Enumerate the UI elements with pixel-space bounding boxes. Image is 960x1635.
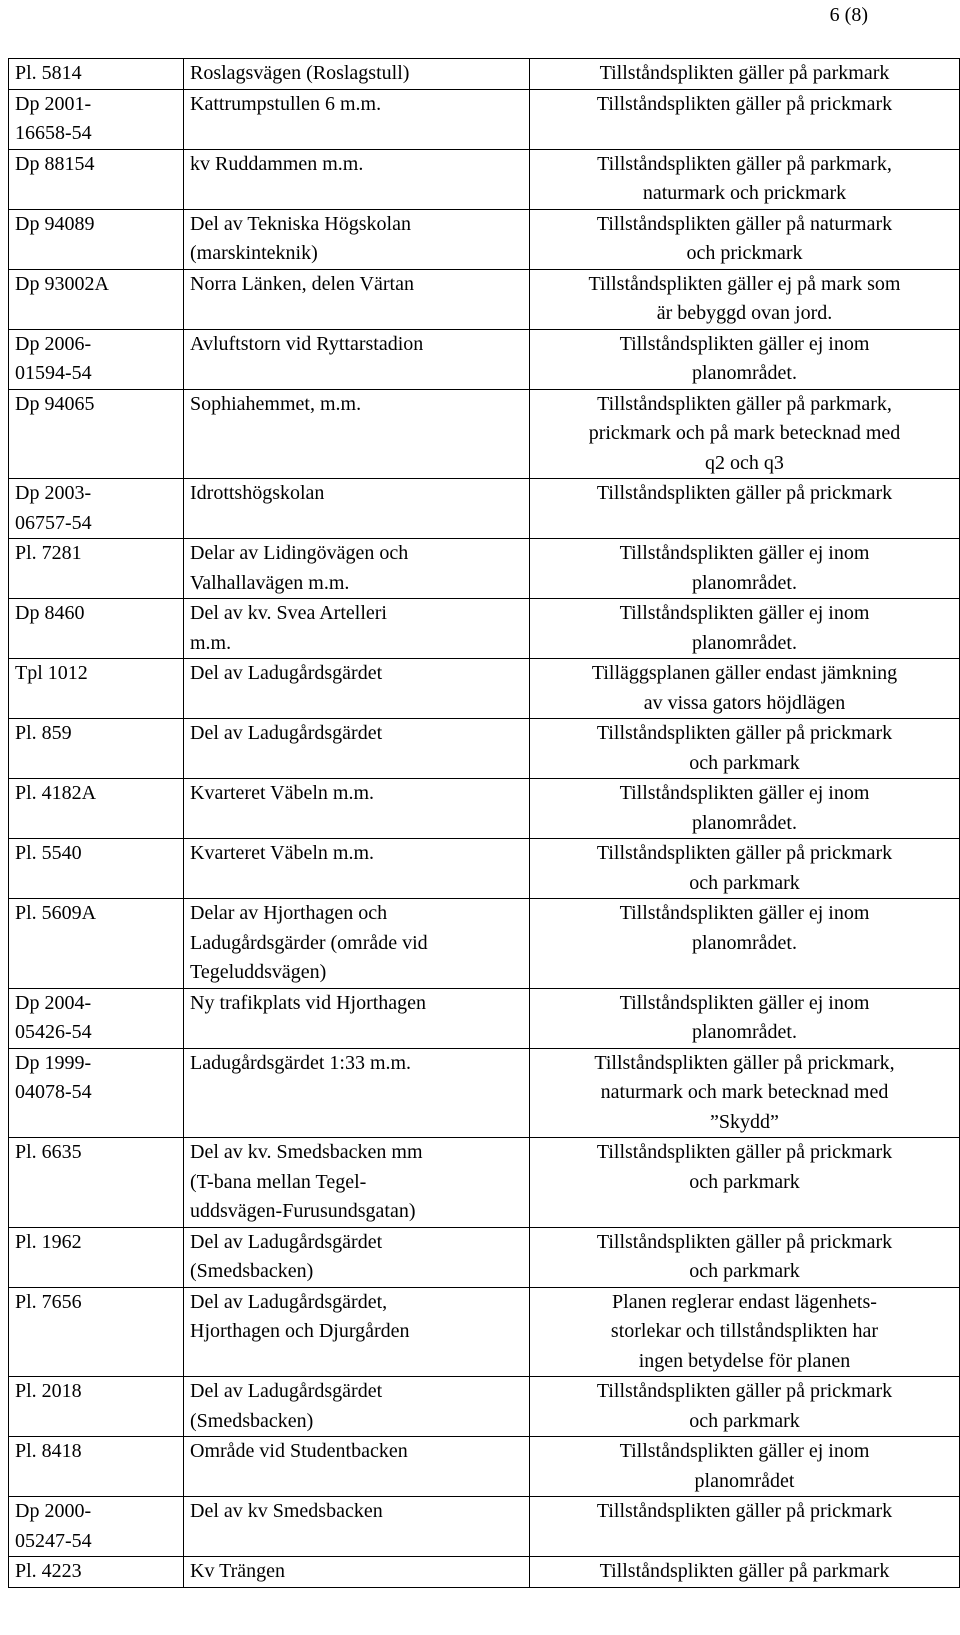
- area-cell: Kv Trängen: [184, 1557, 530, 1588]
- area-cell: Del av kv. Svea Artelleri m.m.: [184, 599, 530, 659]
- table-row: [9, 1557, 960, 1588]
- table-row: [9, 89, 960, 149]
- page-number: 6 (8): [829, 4, 868, 26]
- plan-id-cell: Dp 94089: [9, 209, 184, 269]
- area-cell: Del av Ladugårdsgärdet (Smedsbacken): [184, 1377, 530, 1437]
- plan-id-cell: Pl. 7281: [9, 539, 184, 599]
- table-row: [9, 1497, 960, 1557]
- note-cell: Tillståndsplikten gäller ej inom planområdet.: [530, 988, 960, 1048]
- plan-id-cell: Pl. 5814: [9, 59, 184, 90]
- table-row: [9, 1048, 960, 1138]
- table-row: [9, 899, 960, 989]
- table-row: [9, 1377, 960, 1437]
- plan-id-cell: Dp 88154: [9, 149, 184, 209]
- note-cell: Tillståndsplikten gäller ej inom planområdet: [530, 1437, 960, 1497]
- note-cell: Tillståndsplikten gäller på prickmark: [530, 479, 960, 539]
- area-cell: Delar av Hjorthagen och Ladugårdsgärder (område vid Tegeluddsvägen): [184, 899, 530, 989]
- area-cell: Kattrumpstullen 6 m.m.: [184, 89, 530, 149]
- table-row: [9, 1287, 960, 1377]
- table-row: [9, 779, 960, 839]
- note-cell: Tillståndsplikten gäller ej inom planområdet.: [530, 779, 960, 839]
- table-row: [9, 839, 960, 899]
- plan-id-cell: Dp 2003- 06757-54: [9, 479, 184, 539]
- plan-id-cell: Dp 2000- 05247-54: [9, 1497, 184, 1557]
- plan-id-cell: Pl. 2018: [9, 1377, 184, 1437]
- table-row: [9, 988, 960, 1048]
- area-cell: Del av kv Smedsbacken: [184, 1497, 530, 1557]
- table-row: [9, 59, 960, 90]
- area-cell: Norra Länken, delen Värtan: [184, 269, 530, 329]
- plan-id-cell: Dp 2006- 01594-54: [9, 329, 184, 389]
- plan-id-cell: Dp 93002A: [9, 269, 184, 329]
- note-cell: Tillståndsplikten gäller på prickmark och parkmark: [530, 839, 960, 899]
- table-row: [9, 599, 960, 659]
- table-row: [9, 389, 960, 479]
- note-cell: Tillståndsplikten gäller på prickmark, naturmark och mark betecknad med ”Skydd”: [530, 1048, 960, 1138]
- plan-id-cell: Dp 8460: [9, 599, 184, 659]
- table-row: [9, 539, 960, 599]
- note-cell: Tillståndsplikten gäller på prickmark: [530, 89, 960, 149]
- area-cell: kv Ruddammen m.m.: [184, 149, 530, 209]
- area-cell: Kvarteret Väbeln m.m.: [184, 779, 530, 839]
- area-cell: Roslagsvägen (Roslagstull): [184, 59, 530, 90]
- note-cell: Tillståndsplikten gäller på parkmark: [530, 1557, 960, 1588]
- note-cell: Tilläggsplanen gäller endast jämkning av vissa gators höjdlägen: [530, 659, 960, 719]
- area-cell: Sophiahemmet, m.m.: [184, 389, 530, 479]
- area-cell: Ny trafikplats vid Hjorthagen: [184, 988, 530, 1048]
- table-row: [9, 149, 960, 209]
- plan-id-cell: Dp 2004- 05426-54: [9, 988, 184, 1048]
- note-cell: Tillståndsplikten gäller ej inom planområdet.: [530, 539, 960, 599]
- table-row: [9, 1138, 960, 1228]
- note-cell: Tillståndsplikten gäller på prickmark: [530, 1497, 960, 1557]
- area-cell: Idrottshögskolan: [184, 479, 530, 539]
- area-cell: Del av Ladugårdsgärdet (Smedsbacken): [184, 1227, 530, 1287]
- note-cell: Tillståndsplikten gäller på prickmark och parkmark: [530, 1138, 960, 1228]
- area-cell: Ladugårdsgärdet 1:33 m.m.: [184, 1048, 530, 1138]
- note-cell: Tillståndsplikten gäller på naturmark och prickmark: [530, 209, 960, 269]
- note-cell: Tillståndsplikten gäller på parkmark: [530, 59, 960, 90]
- plan-id-cell: Pl. 1962: [9, 1227, 184, 1287]
- table-row: [9, 719, 960, 779]
- plan-id-cell: Pl. 5540: [9, 839, 184, 899]
- note-cell: Tillståndsplikten gäller på prickmark och parkmark: [530, 1227, 960, 1287]
- area-cell: Delar av Lidingövägen och Valhallavägen m.m.: [184, 539, 530, 599]
- note-cell: Tillståndsplikten gäller ej på mark som är bebyggd ovan jord.: [530, 269, 960, 329]
- area-cell: Del av Ladugårdsgärdet: [184, 659, 530, 719]
- plan-id-cell: Dp 2001- 16658-54: [9, 89, 184, 149]
- area-cell: Kvarteret Väbeln m.m.: [184, 839, 530, 899]
- note-cell: Tillståndsplikten gäller ej inom planområdet.: [530, 329, 960, 389]
- area-cell: Område vid Studentbacken: [184, 1437, 530, 1497]
- table-row: [9, 209, 960, 269]
- note-cell: Tillståndsplikten gäller på prickmark och parkmark: [530, 719, 960, 779]
- note-cell: Tillståndsplikten gäller ej inom planområdet.: [530, 899, 960, 989]
- plan-id-cell: Dp 94065: [9, 389, 184, 479]
- plan-id-cell: Dp 1999- 04078-54: [9, 1048, 184, 1138]
- plans-table: [8, 58, 960, 1588]
- note-cell: Tillståndsplikten gäller på parkmark, naturmark och prickmark: [530, 149, 960, 209]
- table-row: [9, 479, 960, 539]
- table-row: [9, 1227, 960, 1287]
- area-cell: Del av Ladugårdsgärdet, Hjorthagen och Djurgården: [184, 1287, 530, 1377]
- note-cell: Planen reglerar endast lägenhets- storlekar och tillståndsplikten har ingen betydelse för planen: [530, 1287, 960, 1377]
- plan-id-cell: Pl. 859: [9, 719, 184, 779]
- plans-table-body: [9, 59, 960, 1588]
- plan-id-cell: Pl. 6635: [9, 1138, 184, 1228]
- note-cell: Tillståndsplikten gäller på parkmark, prickmark och på mark betecknad med q2 och q3: [530, 389, 960, 479]
- plan-id-cell: Pl. 8418: [9, 1437, 184, 1497]
- table-row: [9, 329, 960, 389]
- plan-id-cell: Tpl 1012: [9, 659, 184, 719]
- area-cell: Del av Ladugårdsgärdet: [184, 719, 530, 779]
- area-cell: Del av Tekniska Högskolan (marskinteknik): [184, 209, 530, 269]
- table-row: [9, 659, 960, 719]
- plan-id-cell: Pl. 4223: [9, 1557, 184, 1588]
- area-cell: Del av kv. Smedsbacken mm (T-bana mellan Tegel- uddsvägen-Furusundsgatan): [184, 1138, 530, 1228]
- note-cell: Tillståndsplikten gäller på prickmark och parkmark: [530, 1377, 960, 1437]
- area-cell: Avluftstorn vid Ryttarstadion: [184, 329, 530, 389]
- plan-id-cell: Pl. 4182A: [9, 779, 184, 839]
- table-row: [9, 1437, 960, 1497]
- table-row: [9, 269, 960, 329]
- note-cell: Tillståndsplikten gäller ej inom planområdet.: [530, 599, 960, 659]
- plan-id-cell: Pl. 7656: [9, 1287, 184, 1377]
- plan-id-cell: Pl. 5609A: [9, 899, 184, 989]
